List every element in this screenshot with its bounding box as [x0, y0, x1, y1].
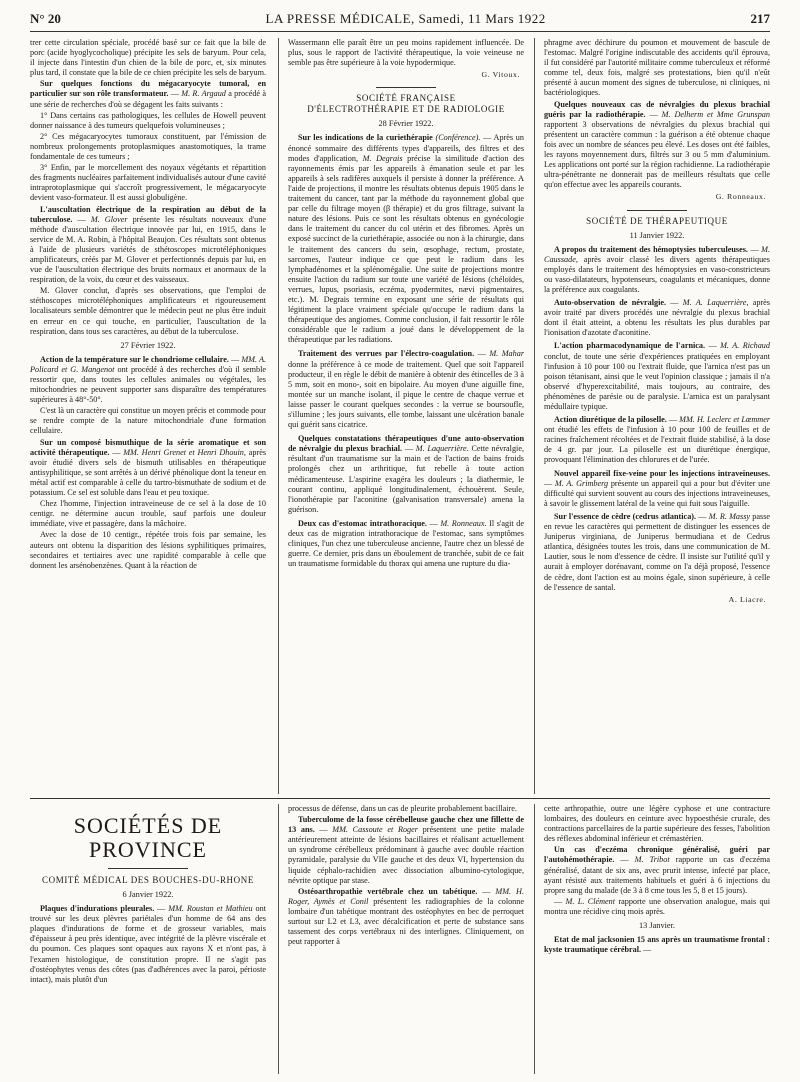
paragraph: 1° Dans certains cas pathologiques, les cellules de Howell peuvent donner naissance à des tumeurs quelquefois volumineuses ; [30, 110, 266, 130]
article: Nouvel appareil fixe-veine pour les injections intraveineuses. — M. A. Grimberg présente un appareil qui a pour but d'éviter une difficulté qui survient souvent au cours des injections intraveineuses, à savoir le glissement latéral de la veine qui fuit sous l'aiguille. [544, 468, 770, 508]
paragraph: Avec la dose de 10 centigr., répétée trois fois par semaine, les auteurs ont obtenu la disparition des lésions syphilitiques primaires, secondaires et tertiaires avec une rapidité comparable à celle que donnent les arsénobenzènes. Quant à la réaction de [30, 530, 266, 570]
author: MM. A. Policard et G. Mangenot [30, 354, 266, 374]
author: M. A. Richaud [720, 341, 770, 351]
article-heading: Quelques nouveaux cas de névralgies du plexus brachial guéris par la radiothérapie. [544, 99, 770, 119]
article-body: passe en revue les caractères qui permettent de distinguer les essences de Juniperus virginiana, de Juniperus bermudiana et de Cedrus atlantica, désignées toutes les trois, dans une communication de M. Lautier, sous le nom d'essence de cèdre. Il insiste sur l'utilité qu'il y aurait à employer dorénavant, comme on l'a déjà proposé, l'essence de cèdre, dont l'action est au moins égale, sinon supérieure, à celle de l'essence de santal. [544, 511, 770, 592]
bottom-column-2 [288, 804, 524, 1074]
article: Sur un composé bismuthique de la série aromatique et son activité thérapeutique. — MM. Henri Grenet et Henri Dhouin, après avoir étudié divers sels de bismuth utilisables en thérapeutique antisyphilitique, se sont arrêtés à un dérivé phénolique dont la teneur en métal actif est comparable à celle du tartro-bismuthate de sodium et de potassium. Ce sel est soluble dans l'eau et peu toxique. [30, 437, 266, 498]
author: M. R. Massy [708, 511, 751, 521]
article: Un cas d'eczéma chronique généralisé, guéri par l'autohémothérapie. — M. Tribot rapporte un cas d'eczéma généralisé, datant de six ans, avec prurit intense, infecté par place, ayant résisté aux traitements habituels et guéri à 6 injections du propre sang du malade (de 3 à 8 cme tous les 5, 8 et 15 jours). [544, 845, 770, 895]
article-body: rapportent 3 observations de névralgies du plexus brachial qui présentent un caractère commun : la guérison a été obtenue chaque fois avec un nombre de séances peu élevé. Les doses ont été faibles, les rayons moyennement durs, filtrés sur 3 ou 5 mm d'aluminium. Les applications ont porté sur la région rachidienne. La radiothérapie ultra-pénétrante ne donnerait pas de meilleurs résultats que celle qu'on effectue avec les appareils courants. [544, 119, 770, 190]
page-header [30, 6, 770, 32]
paragraph: C'est là un caractère qui constitue un moyen précis et commode pour se rendre compte de la nature mitochondriale d'une formation cellulaire. [30, 406, 266, 436]
article-note: (Conférence). [435, 133, 481, 143]
paragraph: Chez l'homme, l'injection intraveineuse de ce sel à la dose de 10 centigr. ne détermine aucun trouble, sauf parfois une douleur immédiate, vive et passagère, dans la mâchoire. [30, 499, 266, 529]
session-date: 28 Février 1922. [378, 119, 434, 129]
article-body: ont procédé à des recherches d'où il semble ressortir que, dans toutes les cellules animales ou végétales, les mitochondries ne peuvent supporter sans disparaître des températures supérieures à 48°-50°. [30, 364, 266, 405]
article: Ostéoarthropathie vertébrale chez un tabétique. — MM. H. Roger, Aymès et Conil présentent les radiographies de la colonne lombaire d'un tabétique montrant des ostéophytes en bec de perroquet surtout sur L2 et L3, avec décalcification et perte de substance sans tassement des corps vertébraux ni des interlignes. Cliniquement, on peut rapporter à [288, 886, 524, 947]
bottom-column-1 [30, 804, 266, 1074]
article-heading: Action de la température sur le chondriome cellulaire. [40, 354, 229, 364]
author: MM. H. Roger, Aymès et Conil [288, 886, 524, 906]
author: M. Mahar [489, 349, 524, 359]
author: MM. H. Leclerc et Lœmmer [679, 415, 770, 425]
session-date: 6 Janvier 1922. [122, 890, 174, 899]
paragraph: 3° Enfin, par le morcellement des noyaux végétants et répartition des fragments nucléaires parfaitement individualisés autour d'une cavité intraprotoplasmique qui s'accroît progressivement, le mégacaryocyte devient vaso-formateur. Il est aussi globuligène. [30, 163, 266, 203]
session-date: 11 Janvier 1922. [629, 230, 685, 240]
article-heading: Deux cas d'estomac intrathoracique. [298, 518, 427, 528]
section-rule [108, 868, 188, 869]
article-heading: Quelques constatations thérapeutiques d'une auto-observation de névralgie du plexus brachial. [288, 434, 524, 454]
article: L'action pharmacodynamique de l'arnica. — M. A. Richaud conclut, de toute une série d'expériences pratiquées en employant l'infusion à 10 pour 100 ou l'extrait fluide, que l'arnica n'est pas un poison tétanisant, ainsi que le veut l'opinion classique ; jamais il n'a observé d'hyperexcitabilité, mais toujours, au contraire, des phénomènes de parésie ou de paralysie. L'arnica est un paralysant médullaire typique. [544, 341, 770, 411]
section-rule [376, 87, 436, 88]
author: M. Ronneaux [440, 518, 485, 528]
column-2 [288, 38, 524, 794]
author: MM. Henri Grenet et Henri Dhouin [123, 447, 244, 457]
author: M. A. Laquerrière [682, 298, 747, 308]
horizontal-divider [30, 798, 770, 799]
column-3 [544, 38, 770, 794]
article-body: — Après un énoncé sommaire des différents types d'appareils, des filtres et des modes d'application, [288, 133, 524, 163]
article: A propos du traitement des hémoptysies tuberculeuses. — M. Caussade, après avoir classé les divers agents thérapeutiques employés dans le traitement des hémoptysies en vaso-constricteurs ou vaso-dilatateurs, hypotenseurs, coagulants et mécaniques, donne la préférence aux coagulants. [544, 244, 770, 294]
article-heading: L'auscultation électrique de la respiration au début de la tuberculose. [30, 204, 266, 224]
article-body: rapporte une observation analogue, mais qui montra une récidive cinq mois après. [544, 896, 770, 916]
session-date: 27 Février 1922. [120, 340, 176, 350]
article-body: ont trouvé sur les deux plèvres pariétales d'un homme de 64 ans des plaques d'indurations de forme et de grosseur variables, mais d'épaisseur à peu près identique, avec intégrité de la plèvre viscérale et du poumon. Ces plaques sont opaques aux rayons X et n'ont pas, à l'examen histologique, de constitution propre. Il ne s'agit pas d'ostéophytes venus des côtes (pas d'adhérences avec la paroi, périoste intact), mais plutôt d'un [30, 904, 266, 984]
article: Quelques constatations thérapeutiques d'une auto-observation de névralgie du plexus brachial. — M. Laquerrière. Cette névralgie, résultant d'un traumatisme sur la main et de l'action de bains froids prolongés chez un arthritique, fut rebelle à toute action médicamenteuse. L'aspirine exagéra les douleurs ; la diathermie, le courant continu, appliqué longitudinalement, échouèrent. Seule, l'ionothérapie par l'aconitine (galvanisation transversale) amena la guérison. [288, 434, 524, 514]
signature: G. Ronneaux. [715, 192, 766, 202]
article-heading: Auto-observation de névralgie. [554, 298, 667, 308]
paragraph: Wassermann elle paraît être un peu moins rapidement influencée. De plus, sous le rapport de l'activité thérapeutique, la voie veineuse ne semble pas être supérieure à la voie hypodermique. [288, 38, 524, 68]
article-heading: Plaques d'indurations pleurales. [40, 904, 155, 914]
article-heading: Sur quelques fonctions du mégacaryocyte tumoral, en particulier sur son rôle transformateur. [30, 79, 266, 99]
article: — M. L. Clément rapporte une observation analogue, mais qui montra une récidive cinq mois après. [544, 896, 770, 916]
paragraph: phragme avec déchirure du poumon et mouvement de bascule de l'estomac. Malgré l'origine indiscutable des accidents qu'il éprouva, il fut considéré par l'autorité militaire comme tuberculeux et réformé comme tel, deux fois, malgré ses protestations, bien qu'il n'eût présenté à aucun moment des signes de tuberculose, ni cliniques, ni bactériologiques. [544, 38, 770, 98]
article-body: . Il s'agit de deux cas de migration intrathoracique de l'estomac, sans symptômes cliniques, l'un chez une tuberculeuse ancienne, l'autre chez un blessé de guerre. Ce dernier, pris dans un éboulement de tranchée, subit de ce fait un traumatisme formidable du thorax qui amena une rupture du dia- [288, 518, 524, 569]
column-divider [534, 804, 535, 1074]
column-divider [278, 804, 279, 1074]
author: M. Glover [90, 214, 128, 224]
article-heading: Traitement des verrues par l'électro-coagulation. [298, 349, 475, 359]
article [288, 133, 524, 345]
bottom-column-3 [544, 804, 770, 1074]
article-body: a procédé à une série de recherches d'où se dégagent les faits suivants : [30, 89, 266, 109]
section-rule [627, 210, 687, 211]
article-body: conclut, de toute une série d'expériences pratiquées en employant l'infusion à 10 pour 100 ou l'extrait fluide, que l'arnica n'est pas un poison tétanisant, ainsi que le veut l'opinion classique ; jamais il n'a observé d'hyperexcitabilité, mais toujours, au contraire, des phénomènes de parésie ou de paralysie. L'arnica est un paralysant médullaire typique. [544, 351, 770, 411]
article: Sur quelques fonctions du mégacaryocyte tumoral, en particulier sur son rôle transformateur. — M. R. Argaud a procédé à une série de recherches d'où se dégagent les faits suivants : [30, 79, 266, 109]
article-heading: Sur un composé bismuthique de la série aromatique et son activité thérapeutique. [30, 437, 266, 457]
section-banner: SOCIÉTÉS DE PROVINCE [73, 813, 223, 862]
paragraph: M. Glover conclut, d'après ses observations, que l'emploi de stéthoscopes microtéléphoniques amplificateurs et rigoureusement localisateurs semble démontrer que le médecin peut ne plus être induit en erreur en ce qui touche, en particulier, l'auscultation de la respiration, dans tous ses caractères, au début de la tuberculose. [30, 286, 266, 336]
article [544, 935, 770, 955]
column-divider [278, 38, 279, 794]
section-title: SOCIÉTÉ DE THÉRAPEUTIQUE [586, 215, 728, 226]
author: M. L. Clément [565, 896, 616, 906]
article-heading: L'action pharmacodynamique de l'arnica. [554, 341, 706, 351]
article: L'auscultation électrique de la respiration au début de la tuberculose. — M. Glover présente les résultats nouveaux d'une méthode d'auscultation électrique innovée par lui, en 1915, dans le service de M. A. Robin, à l'hôpital Beaujon. Ces résultats sont obtenus à l'aide de plusieurs variétés de sthétoscopes microtéléphoniques amplificateurs, créés par M. Glover et perfectionnés depuis par lui, en vue de l'auscultation électrique des bruits normaux et anormaux de la respiration, de la voix, du cœur et des vaisseaux. [30, 204, 266, 285]
journal-title: LA PRESSE MÉDICALE, Samedi, 11 Mars 1922 [265, 10, 546, 26]
article-body: . Cette névralgie, résultant d'un traumatisme sur la main et de l'action de bains froids prolongés chez un arthritique, fut rebelle à toute action médicamenteuse. L'aspirine exagéra les douleurs ; la diathermie, le courant continu, appliqué longitudinalement, échouèrent. Seule, l'ionothérapie par l'aconitine (galvanisation transversale) amena la guérison. [288, 444, 524, 514]
author: M. R. Argaud [181, 89, 226, 99]
paragraph: cette arthropathie, outre une légère cyphose et une contracture lombaires, des douleurs en ceinture avec hypoesthésie crurale, des contractions parcellaires de la partie supérieure des fesses, l'abolition des réflexes abdominal inférieur et crémastérien. [544, 804, 770, 844]
article-heading: Action diurétique de la piloselle. [554, 415, 667, 425]
article: Sur l'essence de cèdre (cedrus atlantica). — M. R. Massy passe en revue les caractères qui permettent de distinguer les essences de Juniperus virginiana, de Juniperus bermudiana et de Cedrus atlantica, désignées toutes les trois, dans une communication de M. Lautier, sous le nom d'essence de cèdre. Il insiste sur l'utilité qu'il y aurait à employer dorénavant, comme on l'a déjà proposé, l'essence de cèdre, dont l'action est au moins égale, sinon supérieure, à celle de l'essence de santal. [544, 511, 770, 592]
session-date: 13 Janvier. [639, 921, 675, 931]
article-heading: Ostéoarthropathie vertébrale chez un tabétique. [298, 886, 478, 896]
author: M. Tribot [634, 855, 670, 865]
article-body: donne la préférence à ce mode de traitement. Quel que soit l'appareil producteur, il en règle le débit de manière à obtenir des étincelles de 3 à 5 mm, soit en mono-, soit en bipolaire. Au moyen d'une aiguille fine, montée sur un manche isolant, il pique le centre de chaque verrue et laisse passer le courant quelques secondes : la verrue se boursoufle, s'illumine ; les jours suivants, elle tombe, laissant une ulcération banale qui guérit sans cicatrice. [288, 359, 524, 430]
article-heading: Tuberculome de la fosse cérébelleuse gauche chez une fillette de 13 ans. [288, 815, 524, 835]
page-number: 217 [750, 10, 770, 26]
author: M. Delherm et Mme Grunspan [661, 109, 770, 119]
author: M. Laquerrière [415, 444, 467, 454]
article-heading: Sur l'essence de cèdre (cedrus atlantica). [554, 511, 697, 521]
article-heading: Sur les indications de la curiethérapie [298, 133, 433, 143]
author: MM. Roustan et Mathieu [168, 904, 253, 914]
article-body: , après avoir classé les divers agents thérapeutiques employés dans le traitement des hémoptysies en vaso-constricteurs ou vaso-dilatateurs, hypotenseurs, coagulants et mécaniques, donne la préférence aux coagulants. [544, 254, 770, 294]
article-body: présentent les radiographies de la colonne lombaire d'un tabétique montrant des ostéophytes en bec de perroquet surtout sur L2 et L3, avec décalcification et perte de substance sans tassement des corps vertébraux ni des interlignes. Cliniquement, on peut rapporter à [288, 896, 524, 947]
signature: G. Vitoux. [481, 70, 520, 80]
article-heading: Un cas d'eczéma chronique généralisé, guéri par l'autohémothérapie. [544, 845, 770, 865]
article: Quelques nouveaux cas de névralgies du plexus brachial guéris par la radiothérapie. — M. Delherm et Mme Grunspan rapportent 3 observations de névralgies du plexus brachial qui présentent un caractère commun : la guérison a été obtenue chaque fois avec un nombre de séances peu élevé. Les doses ont été faibles, les rayons moyennement durs, filtrés sur 3 ou 5 mm d'aluminium. Les applications ont porté sur la région rachidienne. La radiothérapie ultra-pénétrante ne donnerait pas de meilleurs résultats que celle qu'on effectue avec les appareils courants. [544, 99, 770, 190]
article: Action de la température sur le chondriome cellulaire. — MM. A. Policard et G. Mangenot ont procédé à des recherches d'où il semble ressortir que, dans toutes les cellules animales ou végétales, les mitochondries ne peuvent supporter sans disparaître des températures supérieures à 48°-50°. [30, 354, 266, 405]
article-body: précise la similitude d'action des rayonnements émis par les appareils à émanation seule et par les appareils à sels radifères auxquels il persiste à donner la préférence. A l'aide de projections, il montre les résultats obtenus depuis 1905 dans le traitement du cancer, tant par la méthode du rayonnement global que par celle du filtrage moyen (β thérapie) et du gros filtrage, suivant la nature des lésions. Puis ce sont les résultats obtenus en gynécologie dans le traitement du cancer du col utérin et des fibromes. Après un exposé succinct de la curiethérapie, associée ou non à la chirurgie, dans le traitement des cancers du sein, œsophage, rectum, prostate, sarcomes, l'auteur indique ce que peut le radium dans les lymphadénomes et la splénomégalie. Une suite de projections montre ensuite l'action du radium sur toute une variété de lésions (chéloïdes, verrues, lupus, psoriasis, eczéma, pyodermites, nævi pigmentaires, etc.). M. Degrais termine en exposant une série de résultats qui légitiment la place vraiment spéciale qu'occupe le radium dans la thérapeutique des angiomes. Comme conclusion, il fait ressortir le rôle considérable que le radium a joué dans le développement de la thérapeutique par les radiations. [288, 153, 524, 345]
article: Auto-observation de névralgie. — M. A. Laquerrière, après avoir traité par divers procédés une névralgie du plexus brachial dont il était atteint, a obtenu les résultats les plus durables par l'ionisation d'azotate d'aconitine. [544, 298, 770, 338]
article: Traitement des verrues par l'électro-coagulation. — M. Mahar donne la préférence à ce mode de traitement. Quel que soit l'appareil producteur, il en règle le débit de manière à obtenir des étincelles de 3 à 5 mm, soit en mono-, soit en bipolaire. Au moyen d'une aiguille fine, montée sur un manche isolant, il pique le centre de chaque verrue et laisse passer le courant quelques secondes : la verrue se boursoufle, s'illumine ; les jours suivants, elle tombe, laissant une ulcération banale qui guérit sans cicatrice. [288, 349, 524, 430]
author: M. Degrais [362, 153, 403, 163]
signature: A. Liacre. [728, 594, 766, 604]
author: M. A. Grimberg [554, 478, 609, 488]
section-title: COMITÉ MÉDICAL DES BOUCHES-DU-RHONE [42, 875, 254, 885]
column-1 [30, 38, 266, 794]
author: MM. Cassoute et Roger [332, 825, 418, 835]
article: Deux cas d'estomac intrathoracique. — M. Ronneaux. Il s'agit de deux cas de migration intrathoracique de l'estomac, sans symptômes cliniques, l'un chez une tuberculeuse ancienne, l'autre chez un blessé de guerre. Ce dernier, pris dans un éboulement de tranchée, subit de ce fait un traumatisme formidable du thorax qui amena une rupture du dia- [288, 518, 524, 569]
article-body: ont étudié les effets de l'infusion à 10 pour 100 de feuilles et de racines fraîchement récoltées et de l'extrait fluide stabilisé, à la dose de 4 gr. par jour. La piloselle est un diurétique énergique, provoquant l'élimination des chlorures et de l'urée. [544, 425, 770, 465]
article-body: rapporte un cas d'eczéma généralisé, datant de six ans, avec prurit intense, infecté par place, ayant résisté aux traitements habituels et guéri à 6 injections du propre sang du malade (de 3 à 8 cme tous les 5, 8 et 15 jours). [544, 855, 770, 895]
article-heading: A propos du traitement des hémoptysies tuberculeuses. [554, 244, 748, 254]
paragraph: 2° Ces mégacaryocytes tumoraux constituent, par l'émission de nombreux prolongements protoplasmiques anastomotiques, la trame fondamentale de ces tumeurs ; [30, 131, 266, 162]
article-body: — [643, 945, 652, 955]
issue-number: N° 20 [30, 10, 61, 26]
column-divider [534, 38, 535, 794]
article-body: , après avoir étudié divers sels de bismuth utilisables en thérapeutique antisyphilitique, se sont arrêtés à un dérivé phénolique dont la teneur en métal actif est comparable à celle du tartro-bismuthate de sodium et de potassium. Ce sel est soluble dans l'eau et peu toxique. [30, 447, 266, 498]
section-title-line: SOCIÉTÉ FRANÇAISE [356, 93, 456, 104]
section-title-line: D'ÉLECTROTHÉRAPIE ET DE RADIOLOGIE [307, 104, 505, 115]
article: Plaques d'indurations pleurales. — MM. Roustan et Mathieu ont trouvé sur les deux plèvres pariétales d'un homme de 64 ans des plaques d'indurations de forme et de grosseur variables, mais d'épaisseur à peu près identique, avec intégrité de la plèvre viscérale et du poumon. Ces plaques sont opaques aux rayons X et n'ont pas, à l'examen histologique, de constitution propre. Il ne s'agit pas d'ostéophytes venus des côtes (pas d'adhérences avec la paroi, périoste intact), mais plutôt d'un [30, 904, 266, 984]
paragraph: trer cette circulation spéciale, procédé basé sur ce fait que la bile de porc (acide hyoglycocholique) précipite les sels de baryum. Pour cela, il injecte dans l'intestin d'un chien de la bile de porc, et, six minutes plus tard, il constate que la bile de ce chien précipite les sels de baryum. [30, 38, 266, 78]
article-body: présente les résultats nouveaux d'une méthode d'auscultation électrique innovée par lui, en 1915, dans le service de M. A. Robin, à l'hôpital Beaujon. Ces résultats sont obtenus à l'aide de plusieurs variétés de sthétoscopes microtéléphoniques amplificateurs, créés par M. Glover et perfectionnés depuis par lui, en vue de l'auscultation électrique des bruits normaux et anormaux de la respiration, de la voix, du cœur et des vaisseaux. [30, 214, 266, 285]
section-title [288, 93, 524, 115]
article-heading: Etat de mal jacksonien 15 ans après un traumatisme frontal : kyste traumatique cérébral. [544, 935, 770, 955]
paragraph: processus de défense, dans un cas de pleurite probablement bacillaire. [288, 804, 517, 813]
article: Tuberculome de la fosse cérébelleuse gauche chez une fillette de 13 ans. — MM. Cassoute et Roger présentent une petite malade antérieurement atteinte de lésions bacillaires et réalisant actuellement un syndrome cérébelleux prédominant à gauche avec double réaction pyramidale, paralysie du VIIe gauche et des deux VI, hypertension du liquide céphalo-rachidien avec dissociation albumino-cytologique, névrite optique par stase. [288, 815, 524, 885]
author: M. Caussade [544, 244, 770, 264]
article: Action diurétique de la piloselle. — MM. H. Leclerc et Lœmmer ont étudié les effets de l'infusion à 10 pour 100 de feuilles et de racines fraîchement récoltées et de l'extrait fluide stabilisé, à la dose de 4 gr. par jour. La piloselle est un diurétique énergique, provoquant l'élimination des chlorures et de l'urée. [544, 415, 770, 465]
article-body: , après avoir traité par divers procédés une névralgie du plexus brachial dont il était atteint, a obtenu les résultats les plus durables par l'ionisation d'azotate d'aconitine. [544, 298, 770, 338]
article-body: présente un appareil qui a pour but d'éviter une difficulté qui survient souvent au cours des injections intraveineuses, à savoir le glissement latéral de la veine qui fuit sous l'aiguille. [544, 478, 770, 508]
article-body: présentent une petite malade antérieurement atteinte de lésions bacillaires et réalisant actuellement un syndrome cérébelleux prédominant à gauche avec double réaction pyramidale, paralysie du VIIe gauche et des deux VI, hypertension du liquide céphalo-rachidien avec dissociation albumino-cytologique, névrite optique par stase. [288, 825, 524, 885]
article-heading: Nouvel appareil fixe-veine pour les injections intraveineuses. [554, 468, 770, 478]
